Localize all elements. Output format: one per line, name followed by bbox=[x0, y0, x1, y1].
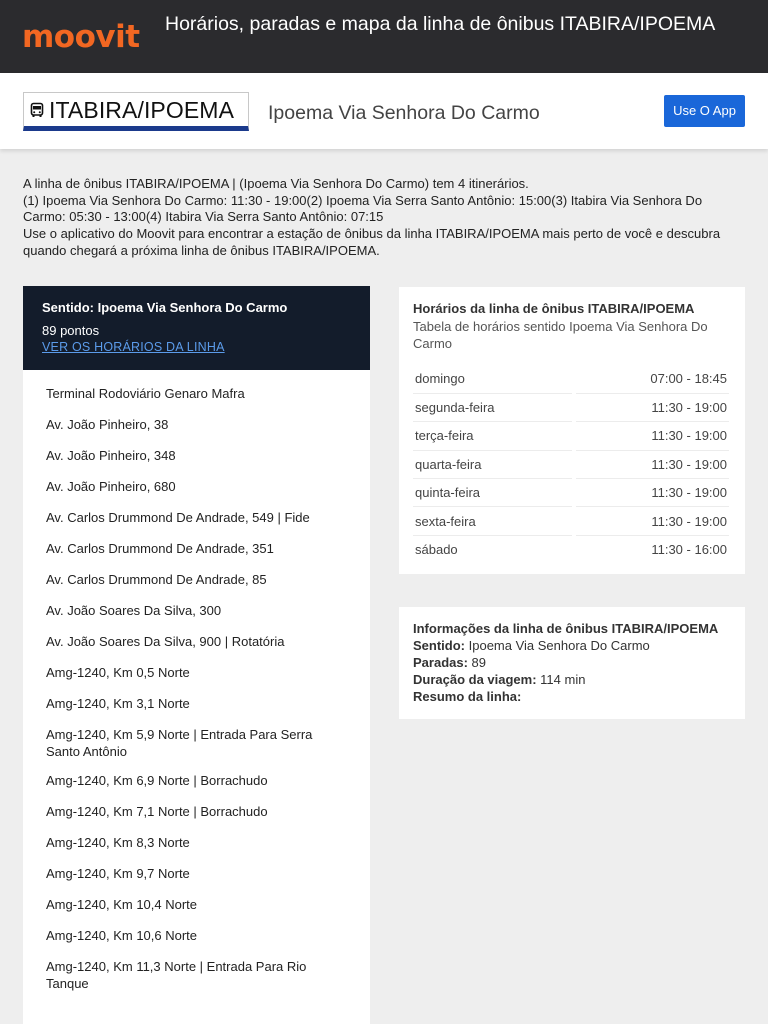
schedule-title: Horários da linha de ônibus ITABIRA/IPOEMA bbox=[413, 301, 695, 316]
info-title: Informações da linha de ônibus ITABIRA/IPOEMA bbox=[413, 621, 719, 636]
moovit-logo[interactable]: moovit bbox=[22, 19, 140, 55]
stop-item[interactable]: Amg-1240, Km 0,5 Norte bbox=[46, 665, 190, 680]
stop-item[interactable]: Amg-1240, Km 7,1 Norte | Borrachudo bbox=[46, 804, 268, 819]
stop-item[interactable]: Amg-1240, Km 9,7 Norte bbox=[46, 866, 190, 881]
page-title: Horários, paradas e mapa da linha de ônibus ITABIRA/IPOEMA bbox=[165, 13, 716, 35]
intro-line-1: A linha de ônibus ITABIRA/IPOEMA | (Ipoema Via Senhora Do Carmo) tem 4 itinerários. bbox=[23, 176, 529, 191]
info-stops: Paradas: 89 bbox=[413, 655, 487, 670]
day-cell: domingo bbox=[413, 365, 572, 393]
stop-item[interactable]: Amg-1240, Km 10,4 Norte bbox=[46, 897, 198, 912]
stop-item[interactable]: Av. João Pinheiro, 38 bbox=[46, 417, 169, 432]
stop-item[interactable]: Amg-1240, Km 11,3 Norte | Entrada Para Rio Tanque bbox=[46, 959, 307, 991]
table-row bbox=[413, 507, 729, 535]
table-row bbox=[413, 422, 729, 450]
stop-count: 89 pontos bbox=[42, 323, 100, 338]
schedule-subtitle: Tabela de horários sentido Ipoema Via Senhora Do Carmo bbox=[413, 319, 708, 351]
stops-panel bbox=[23, 286, 370, 1024]
intro-line-3: Use o aplicativo do Moovit para encontrar a estação de ônibus da linha ITABIRA/IPOEMA mais perto de você e descubra quando chegará a próxima linha de ônibus ITABIRA/IPOEMA. bbox=[23, 226, 721, 258]
top-bar bbox=[0, 0, 768, 73]
stop-item[interactable]: Amg-1240, Km 5,9 Norte | Entrada Para Serra Santo Antônio bbox=[46, 727, 313, 759]
stop-item[interactable]: Av. João Soares Da Silva, 300 bbox=[46, 603, 222, 618]
stop-item[interactable]: Av. Carlos Drummond De Andrade, 85 bbox=[46, 572, 267, 587]
day-cell: quinta-feira bbox=[413, 479, 572, 507]
time-cell: 11:30 - 19:00 bbox=[576, 479, 729, 507]
time-cell: 11:30 - 19:00 bbox=[576, 450, 729, 478]
table-row bbox=[413, 450, 729, 478]
time-cell: 11:30 - 16:00 bbox=[651, 542, 727, 558]
info-duration: Duração da viagem: 114 min bbox=[413, 672, 586, 687]
stop-item[interactable]: Av. Carlos Drummond De Andrade, 351 bbox=[46, 541, 274, 556]
info-direction: Sentido: Ipoema Via Senhora Do Carmo bbox=[413, 638, 650, 653]
stop-list bbox=[23, 370, 370, 998]
stop-item[interactable]: Av. Carlos Drummond De Andrade, 549 | Fide bbox=[46, 510, 310, 525]
route-direction: Ipoema Via Senhora Do Carmo bbox=[268, 102, 540, 124]
stop-item[interactable]: Av. João Pinheiro, 348 bbox=[46, 448, 176, 463]
stop-item[interactable]: Amg-1240, Km 10,6 Norte bbox=[46, 928, 198, 943]
table-row bbox=[413, 535, 729, 563]
day-cell: terça-feira bbox=[413, 422, 572, 450]
info-summary: Resumo da linha: bbox=[413, 689, 522, 704]
table-row bbox=[413, 393, 729, 421]
intro-line-2: (1) Ipoema Via Senhora Do Carmo: 11:30 - 19:00(2) Ipoema Via Serra Santo Antônio: 15:00(3) Itabira Via Senhora Do Carmo: 05:30 - 13:00(4) Itabira Via Serra Santo Antônio: 07:15 bbox=[23, 192, 703, 225]
line-info-card bbox=[399, 607, 745, 719]
direction-header bbox=[23, 286, 370, 370]
time-cell: 11:30 - 19:00 bbox=[576, 393, 729, 421]
stop-item[interactable]: Terminal Rodoviário Genaro Mafra bbox=[46, 386, 245, 401]
bus-icon bbox=[29, 102, 45, 118]
route-header bbox=[0, 73, 768, 149]
view-schedule-link[interactable]: VER OS HORÁRIOS DA LINHA bbox=[42, 340, 225, 354]
time-cell: 11:30 - 19:00 bbox=[576, 422, 729, 450]
stop-item[interactable]: Av. João Pinheiro, 680 bbox=[46, 479, 176, 494]
table-row bbox=[413, 365, 729, 393]
stop-item[interactable]: Amg-1240, Km 8,3 Norte bbox=[46, 835, 190, 850]
intro-text bbox=[23, 176, 748, 260]
use-app-button[interactable]: Use O App bbox=[664, 95, 745, 127]
stop-item[interactable]: Av. João Soares Da Silva, 900 | Rotatória bbox=[46, 634, 285, 649]
time-cell: 11:30 - 19:00 bbox=[576, 507, 729, 535]
stop-item[interactable]: Amg-1240, Km 6,9 Norte | Borrachudo bbox=[46, 773, 268, 788]
day-cell: sábado bbox=[415, 542, 458, 558]
route-name: ITABIRA/IPOEMA bbox=[49, 96, 235, 123]
route-badge bbox=[23, 92, 249, 131]
day-cell: segunda-feira bbox=[413, 393, 572, 421]
schedule-card bbox=[399, 287, 745, 574]
day-cell: quarta-feira bbox=[413, 450, 572, 478]
table-row bbox=[413, 479, 729, 507]
time-cell: 07:00 - 18:45 bbox=[576, 365, 729, 393]
schedule-table bbox=[413, 365, 729, 564]
day-cell: sexta-feira bbox=[413, 507, 572, 535]
stop-item[interactable]: Amg-1240, Km 3,1 Norte bbox=[46, 696, 190, 711]
direction-title: Sentido: Ipoema Via Senhora Do Carmo bbox=[42, 300, 288, 315]
